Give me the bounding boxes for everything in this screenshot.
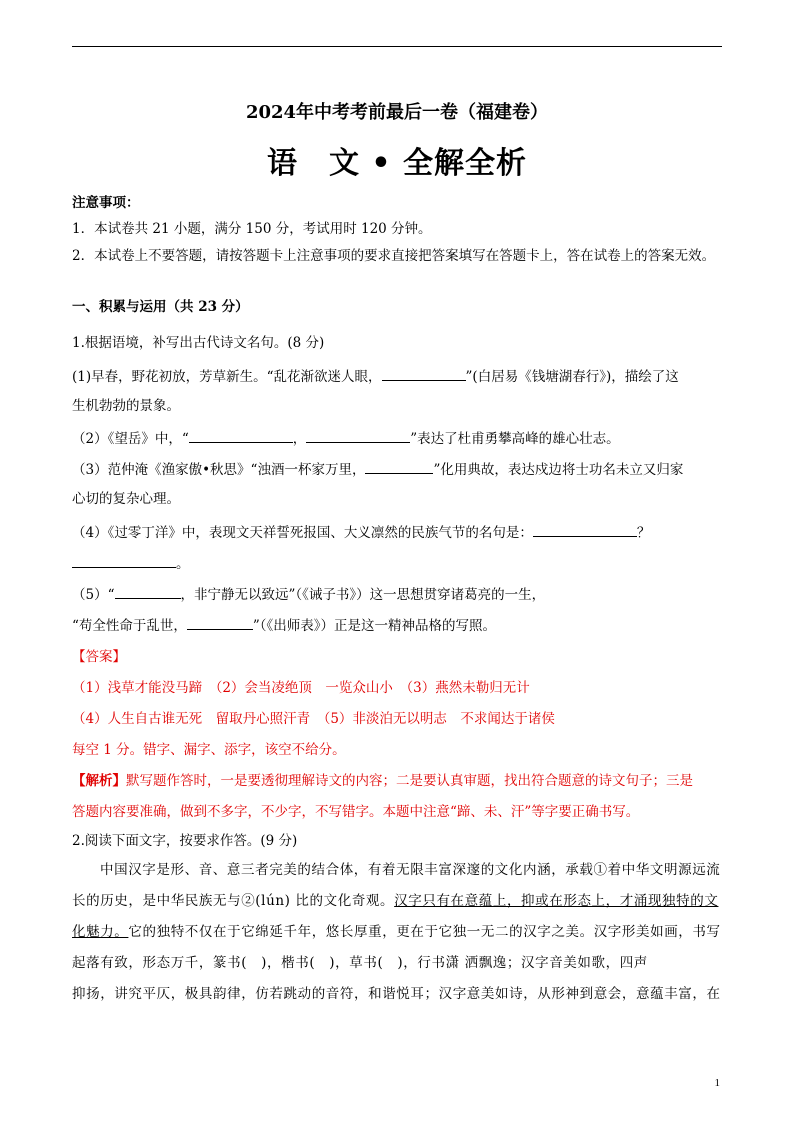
q1-part5-text-b: ，非宁静无以致远”（《诫子书》）这一思想贯穿诸葛亮的一生， (180, 587, 546, 603)
q1-part1 (72, 366, 679, 386)
analysis-label: 【解析】 (72, 773, 126, 789)
answer-line-3: 每空 1 分。错字、漏字、添字，该空不给分。 (72, 742, 346, 758)
q1-part3-text-b: ”化用典故，表达戍边将士功名未立又归家 (433, 462, 684, 478)
q1-part4-cont (72, 553, 190, 573)
q1-part5-text-d: ”（《出师表》）正是这一精神品格的写照。 (252, 618, 497, 634)
q1-part4-text-a: （4）《过零丁洋》中，表现文天祥誓死报国、大义凛然的民族气节的名句是： (72, 525, 533, 541)
answer-blank (533, 522, 637, 537)
answer-blank (382, 366, 466, 381)
answer-blank (306, 428, 410, 443)
answer-label: 【答案】 (72, 649, 126, 665)
q1-part5-text-a: （5）“ (72, 587, 115, 603)
answer-line-2: （4）人生自古谁无死 留取丹心照汗青 （5）非淡泊无以明志 不求闻达于诸侯 (72, 711, 555, 727)
notice-heading: 注意事项： (72, 195, 140, 211)
q1-part1-cont: 生机勃勃的景象。 (72, 398, 180, 414)
q1-part2-text-a: （2）《望岳》中，“ (72, 431, 189, 447)
answer-line-1: （1）浅草才能没马蹄 （2）会当凌绝顶 一览众山小 （3）燕然未勒归无计 (72, 680, 530, 696)
q1-part3-text-a: （3）范仲淹《渔家傲•秋思》“浊酒一杯家万里， (72, 462, 366, 478)
section-heading: 一、积累与运用（共 23 分） (72, 299, 249, 315)
q1-part5 (72, 584, 545, 604)
header-rule (72, 46, 722, 47)
analysis-line-2: 答题内容要准确，做到不多字，不少字，不写错字。本题中注意“蹄、未、汗”等字要正确书写。 (72, 804, 640, 820)
passage-line-4: 起落有致，形态万千，篆书( )，楷书( )，草书( )，行书潇 洒飘逸；汉字音美如歌，四声 (72, 955, 648, 971)
passage-line-2 (72, 892, 718, 910)
answer-blank (189, 428, 293, 443)
notice-item-2: 2．本试卷上不要答题，请按答题卡上注意事项的要求直接把答案填写在答题卡上，答在试卷上的答案无效。 (72, 248, 716, 264)
q1-part4 (72, 522, 650, 542)
page-title: 2024年中考考前最后一卷（福建卷） (245, 102, 549, 123)
q1-part5-cont (72, 615, 496, 635)
passage-line-1: 中国汉字是形、音、意三者完美的结合体，有着无限丰富深邃的文化内涵，承载①着中华文明源远流 (100, 862, 721, 878)
q1-part2-text-b: ， (292, 431, 307, 447)
page-number: 1 (714, 1077, 720, 1089)
passage-text: 它的独特不仅在于它绵延千年，悠长厚重，更在于它独一无二的汉字之美。汉字形美如画，书写 (128, 924, 721, 940)
passage-line-5: 抑扬，讲究平仄，极具韵律，仿若跳动的音符，和谐悦耳；汉字意美如诗，从形神到意会，意蕴丰富，在 (72, 986, 721, 1002)
answer-blank (187, 615, 253, 630)
answer-blank (115, 584, 181, 599)
analysis-text-1: 默写题作答时，一是要透彻理解诗文的内容；二是要认真审题，找出符合题意的诗文句子；三是 (126, 773, 693, 789)
q1-part2 (72, 428, 620, 448)
page-subtitle: 语 文 • 全解全析 (266, 146, 528, 181)
answer-blank (365, 459, 433, 474)
q2-stem: 2.阅读下面文字，按要求作答。(9 分) (72, 833, 298, 849)
passage-line-3 (72, 923, 721, 941)
passage-underlined-sentence: 汉字只有在意蕴上，抑或在形态上，才涌现独特的文 (394, 893, 719, 909)
q1-part3 (72, 459, 683, 479)
passage-text: 长的历史，是中华民族无与②(lún) 比的文化奇观。 (72, 893, 395, 909)
q1-part2-text-c: ”表达了杜甫勇攀高峰的雄心壮志。 (410, 431, 620, 447)
q1-part3-cont: 心切的复杂心理。 (72, 491, 180, 507)
q1-stem: 1.根据语境，补写出古代诗文名句。(8 分) (72, 335, 325, 351)
q1-part4-text-b: ？ (636, 525, 651, 541)
q1-part1-text-b: ”(白居易《钱塘湖春行》)，描绘了这 (465, 369, 679, 385)
q1-part5-text-c: “苟全性命于乱世， (72, 618, 187, 634)
answer-blank (72, 553, 176, 568)
analysis-line-1 (72, 772, 693, 790)
notice-item-1: 1．本试卷共 21 小题，满分 150 分，考试用时 120 分钟。 (72, 221, 432, 237)
q1-part1-text-a: (1)早春，野花初放，芳草新生。“乱花渐欲迷人眼， (72, 369, 382, 385)
q1-part4-text-c: 。 (176, 556, 190, 572)
passage-underlined-sentence-end: 化魅力。 (72, 924, 129, 940)
